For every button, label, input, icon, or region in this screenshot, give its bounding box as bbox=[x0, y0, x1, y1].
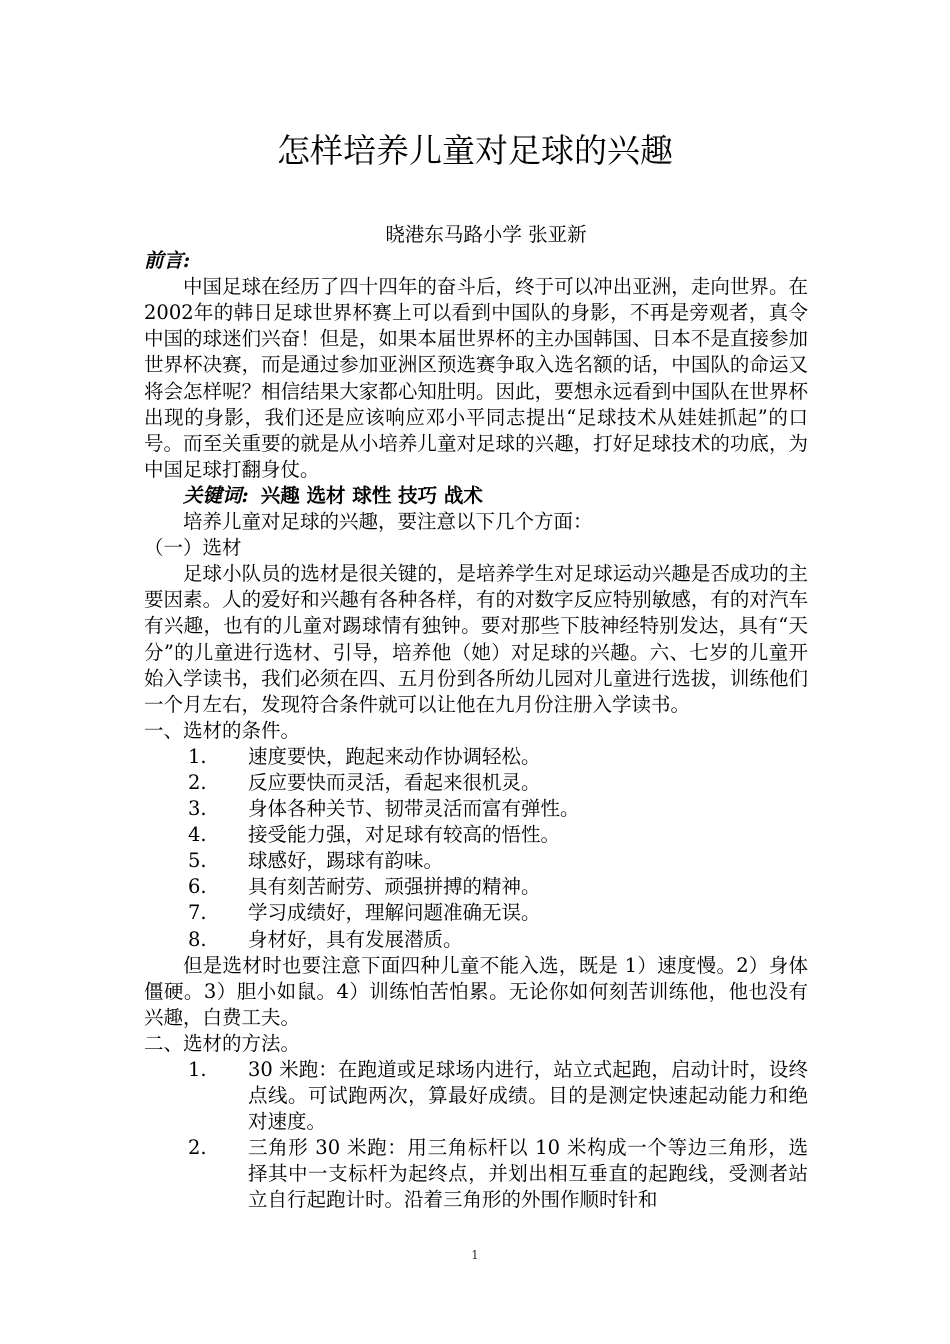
list-item-number: 2. bbox=[188, 1136, 207, 1160]
preface-paragraph: 中国足球在经历了四十四年的奋斗后，终于可以冲出亚洲，走向世界。在2002年的韩日足球世界杯赛上可以看到中国队的身影，不再是旁观者，真令中国的球迷们兴奋！但是，如果本届世界杯的主办国韩国、日本不是直接参加世界杯决赛，而是通过参加亚洲区预选赛争取入选名额的话，中国队的命运又将会怎样呢？相信结果大家都心知肚明。因此，要想永远看到中国队在世界杯出现的身影，我们还是应该响应邓小平同志提出“足球技术从娃娃抓起”的口号。而至关重要的就是从小培养儿童对足球的兴趣，打好足球技术的功底，为中国足球打翻身仗。 bbox=[144, 275, 808, 481]
conditions-heading: 一、选材的条件。 bbox=[144, 718, 301, 742]
list-item-number: 3. bbox=[188, 797, 207, 821]
selection-paragraph: 足球小队员的选材是很关键的，是培养学生对足球运动兴趣是否成功的主要因素。人的爱好和兴趣有各种各样，有的对数字反应特别敏感，有的对汽车有兴趣，也有的儿童对踢球情有独钟。要对那些下肢神经特别发达，具有“天分”的儿童进行选材、引导，培养他（她）对足球的兴趣。六、七岁的儿童开始入学读书，我们必须在四、五月份到各所幼儿园对儿童进行选拔，训练他们一个月左右，发现符合条件就可以让他在九月份注册入学读书。 bbox=[144, 562, 808, 716]
list-item bbox=[144, 770, 808, 796]
list-item bbox=[144, 822, 808, 848]
list-item-number: 6. bbox=[188, 875, 207, 899]
section-heading-selection: （一）选材 bbox=[144, 536, 242, 560]
page-number: 1 bbox=[471, 1248, 479, 1262]
author-line: 晓港东马路小学 张亚新 bbox=[385, 223, 587, 246]
list-item-number: 4. bbox=[188, 823, 207, 847]
list-item-text: 具有刻苦耐劳、顽强拼搏的精神。 bbox=[248, 875, 541, 899]
list-item bbox=[144, 848, 808, 874]
list-item-text: 学习成绩好，理解问题准确无误。 bbox=[248, 901, 541, 925]
list-item bbox=[144, 1057, 808, 1135]
keywords-label: 关键词: bbox=[183, 483, 249, 507]
list-item-number: 1. bbox=[188, 1058, 207, 1081]
keywords-line bbox=[144, 483, 808, 509]
list-item bbox=[144, 874, 808, 900]
list-item-number: 8. bbox=[188, 927, 207, 951]
list-item-number: 2. bbox=[188, 770, 207, 794]
document-title: 怎样培养儿童对足球的兴趣 bbox=[277, 131, 673, 170]
methods-heading: 二、选材的方法。 bbox=[144, 1031, 301, 1055]
conditions-list bbox=[144, 744, 808, 953]
list-item bbox=[144, 900, 808, 926]
list-item-number: 5. bbox=[188, 849, 207, 873]
list-item bbox=[144, 796, 808, 822]
list-item bbox=[144, 927, 808, 953]
list-item-number: 1. bbox=[188, 744, 207, 768]
list-item bbox=[144, 1135, 808, 1213]
list-item-text: 反应要快而灵活，看起来很机灵。 bbox=[248, 770, 541, 794]
list-item-number: 7. bbox=[188, 901, 207, 925]
intro-paragraph: 培养儿童对足球的兴趣，要注意以下几个方面： bbox=[183, 510, 593, 534]
keywords-values: 兴趣 选材 球性 技巧 战术 bbox=[260, 483, 483, 507]
preface-label: 前言: bbox=[144, 249, 191, 273]
list-item-text: 速度要快，跑起来动作协调轻松。 bbox=[248, 744, 541, 768]
list-item-text: 三角形 30 米跑：用三角标杆以 10 米构成一个等边三角形，选择其中一支标杆为起终点，并划出相互垂直的起跑线，受测者站立自行起跑计时。沿着三角形的外围作顺时针和 bbox=[248, 1136, 808, 1212]
list-item-text: 身材好，具有发展潜质。 bbox=[248, 927, 463, 951]
list-item-text: 身体各种关节、韧带灵活而富有弹性。 bbox=[248, 797, 580, 821]
list-item bbox=[144, 744, 808, 770]
exclusion-paragraph: 但是选材时也要注意下面四种儿童不能入选，既是 1）速度慢。2）身体僵硬。3）胆小如鼠。4）训练怕苦怕累。无论你如何刻苦训练他，他也没有兴趣，白费工夫。 bbox=[144, 953, 808, 1029]
methods-list bbox=[144, 1057, 808, 1214]
list-item-text: 接受能力强，对足球有较高的悟性。 bbox=[248, 823, 561, 847]
list-item-text: 球感好，踢球有韵味。 bbox=[248, 849, 444, 873]
list-item-text: 30 米跑：在跑道或足球场内进行，站立式起跑，启动计时，设终点线。可试跑两次，算最好成绩。目的是测定快速起动能力和绝对速度。 bbox=[248, 1058, 808, 1134]
document-body bbox=[144, 222, 808, 1214]
